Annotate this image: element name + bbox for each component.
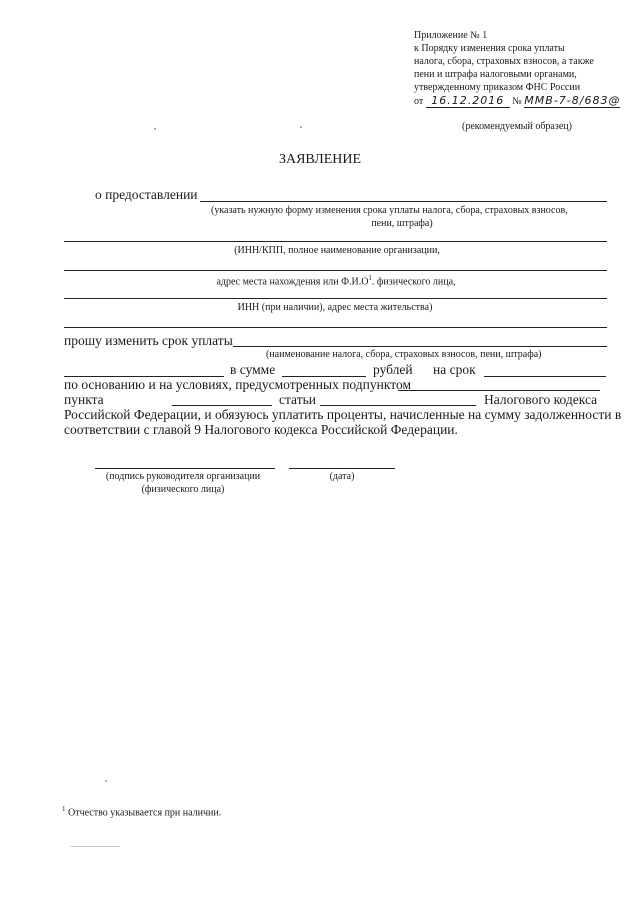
signature-hint-2: (физического лица)	[141, 484, 225, 495]
tax-code-label: Налогового кодекса	[484, 392, 598, 407]
provision-hint-1: (указать нужную форму изменения срока уплаты налога, сбора, страховых взносов,	[211, 205, 568, 216]
header-line-4: утвержденному приказом ФНС России	[414, 82, 581, 93]
term-field[interactable]	[484, 376, 606, 377]
header-line-2: налога, сбора, страховых взносов, а также	[414, 56, 594, 67]
date-hint: (дата)	[329, 471, 355, 482]
inn-kpp-hint: (ИНН/КПП, полное наименование организации,	[234, 245, 440, 256]
tax-name-hint: (наименование налога, сбора, страховых взносов, пени, штрафа)	[266, 349, 542, 360]
footnote-mark: 1	[62, 805, 66, 813]
article-label: статьи	[279, 392, 316, 407]
signature-hint-1: (подпись руководителя организации	[105, 471, 261, 482]
point-label: пункта	[64, 392, 104, 407]
scan-speck	[105, 780, 107, 782]
number-sign: №	[512, 96, 522, 107]
term-label: на срок	[433, 362, 476, 377]
organization-field[interactable]	[64, 241, 607, 242]
inn-hint: ИНН (при наличии), адрес места жительства)	[237, 302, 433, 313]
request-label: прошу изменить срок уплаты	[64, 333, 233, 348]
inn-field[interactable]	[64, 298, 607, 299]
address-hint-a: адрес места нахождения или Ф.И.О	[216, 276, 369, 288]
scan-speck	[154, 128, 156, 130]
scan-speck	[300, 126, 302, 128]
obligation-line-2: соответствии с главой 9 Налогового кодекса Российской Федерации.	[64, 422, 458, 437]
footnote-text: Отчество указывается при наличии.	[68, 807, 222, 819]
address-hint	[216, 274, 455, 287]
residence-field[interactable]	[64, 327, 607, 328]
date-field[interactable]	[289, 468, 395, 469]
point-field[interactable]	[172, 405, 272, 406]
order-date-number	[414, 95, 620, 108]
article-field[interactable]	[320, 405, 476, 406]
provision-hint-2: пени, штрафа)	[371, 218, 433, 229]
tax-name-field[interactable]	[233, 346, 607, 347]
subpoint-field[interactable]	[398, 390, 600, 391]
page-title: ЗАЯВЛЕНИЕ	[278, 152, 362, 167]
footnote-ref: 1	[368, 274, 372, 282]
basis-text: по основанию и на условиях, предусмотренных подпунктом	[64, 377, 411, 392]
scan-smudge	[70, 846, 120, 847]
header-line-1: к Порядку изменения срока уплаты	[414, 43, 565, 54]
provision-field[interactable]	[200, 201, 607, 202]
footnote	[62, 805, 221, 818]
amount-label: в сумме	[230, 362, 276, 377]
order-number: ММВ-7-8/683@	[524, 94, 621, 107]
order-date: 16.12.2016	[426, 95, 510, 108]
provision-label: о предоставлении	[95, 187, 198, 202]
address-hint-b: . физического лица,	[371, 276, 456, 288]
rubles-label: рублей	[373, 362, 413, 377]
header-line-3: пени и штрафа налоговыми органами,	[414, 69, 577, 80]
appendix-number: Приложение № 1	[414, 30, 488, 41]
obligation-line-1: Российской Федерации, и обязуюсь уплатить проценты, начисленные на сумму задолженности в	[64, 407, 622, 422]
signature-field[interactable]	[95, 468, 275, 469]
sample-note: (рекомендуемый образец)	[462, 121, 572, 132]
address-field[interactable]	[64, 270, 607, 271]
from-label: от	[414, 96, 424, 107]
